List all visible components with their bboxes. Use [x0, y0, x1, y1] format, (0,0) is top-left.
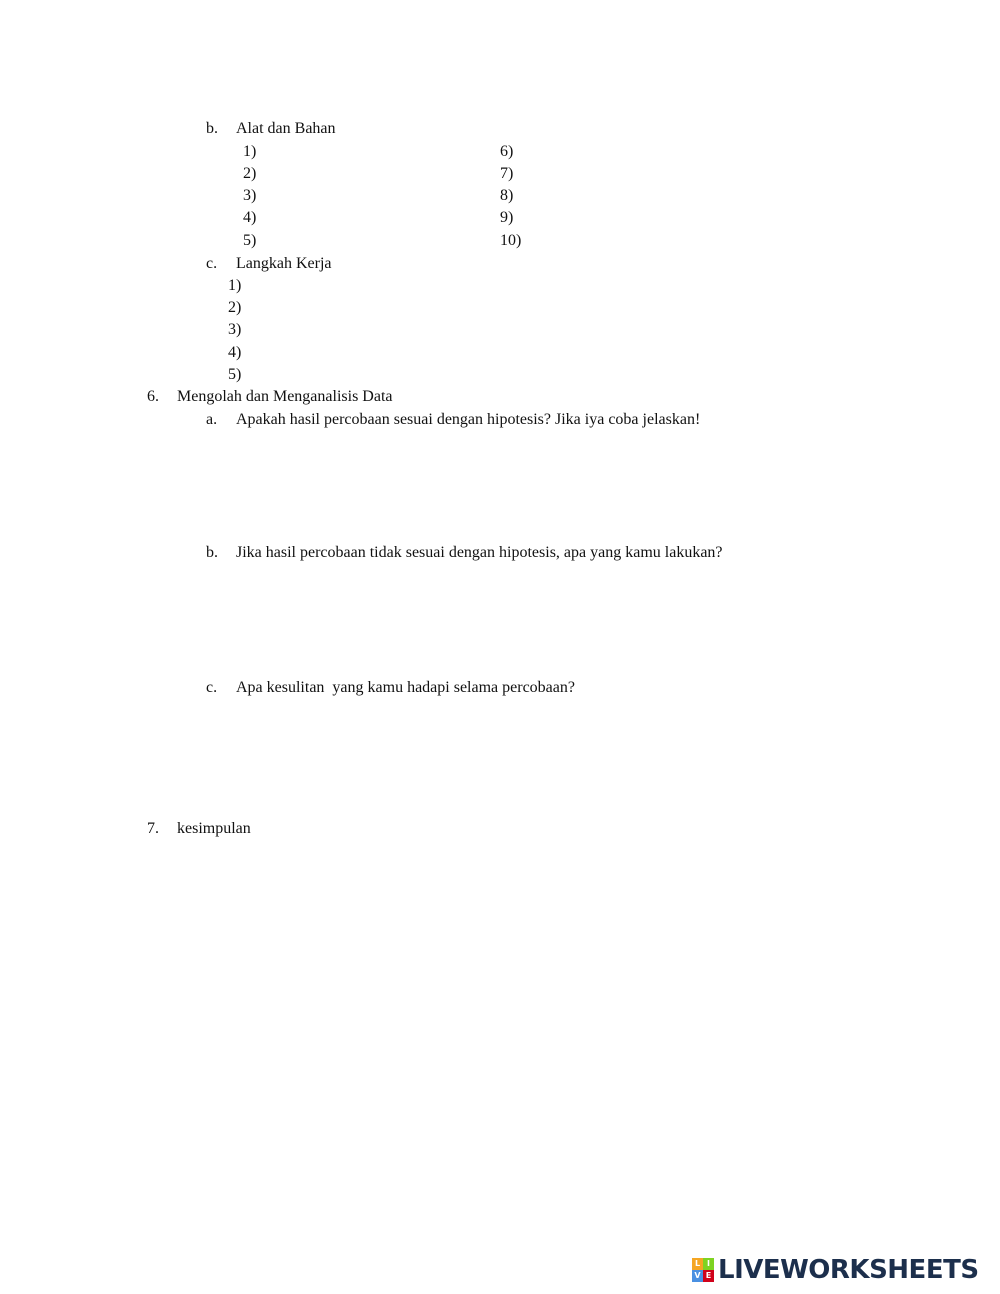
logo-letter-l: L [692, 1258, 703, 1270]
step-item-5: 5) [228, 366, 242, 383]
step-item-2: 2) [228, 299, 242, 316]
question-a-marker: a. [206, 411, 218, 428]
section-b-marker: b. [206, 120, 218, 137]
liveworksheets-logo [692, 1256, 979, 1284]
liveworksheets-wordmark: LIVEWORKSHEETS [718, 1255, 979, 1285]
question-c-text: Apa kesulitan yang kamu hadapi selama percobaan? [236, 679, 575, 696]
logo-letter-e: E [703, 1270, 714, 1282]
tool-item-2: 2) [243, 165, 257, 182]
tool-item-7: 7) [500, 165, 514, 182]
question-b-marker: b. [206, 544, 218, 561]
tool-item-8: 8) [500, 187, 514, 204]
liveworksheets-mark-icon [692, 1258, 714, 1282]
tool-item-5: 5) [243, 232, 257, 249]
step-item-3: 3) [228, 321, 242, 338]
logo-letter-i: I [703, 1258, 714, 1270]
section-7-number: 7. [147, 820, 159, 837]
question-a-text: Apakah hasil percobaan sesuai dengan hipotesis? Jika iya coba jelaskan! [236, 411, 701, 428]
tool-item-10: 10) [500, 232, 522, 249]
tool-item-3: 3) [243, 187, 257, 204]
section-c-title: Langkah Kerja [236, 255, 332, 272]
section-7-title: kesimpulan [177, 820, 251, 837]
question-b-text: Jika hasil percobaan tidak sesuai dengan hipotesis, apa yang kamu lakukan? [236, 544, 723, 561]
tool-item-4: 4) [243, 209, 257, 226]
question-c-marker: c. [206, 679, 218, 696]
section-6-number: 6. [147, 388, 159, 405]
tool-item-9: 9) [500, 209, 514, 226]
section-c-marker: c. [206, 255, 218, 272]
section-b-title: Alat dan Bahan [236, 120, 336, 137]
step-item-4: 4) [228, 344, 242, 361]
section-6-title: Mengolah dan Menganalisis Data [177, 388, 393, 405]
tool-item-1: 1) [243, 143, 257, 160]
logo-letter-v: V [692, 1270, 703, 1282]
tool-item-6: 6) [500, 143, 514, 160]
step-item-1: 1) [228, 277, 242, 294]
